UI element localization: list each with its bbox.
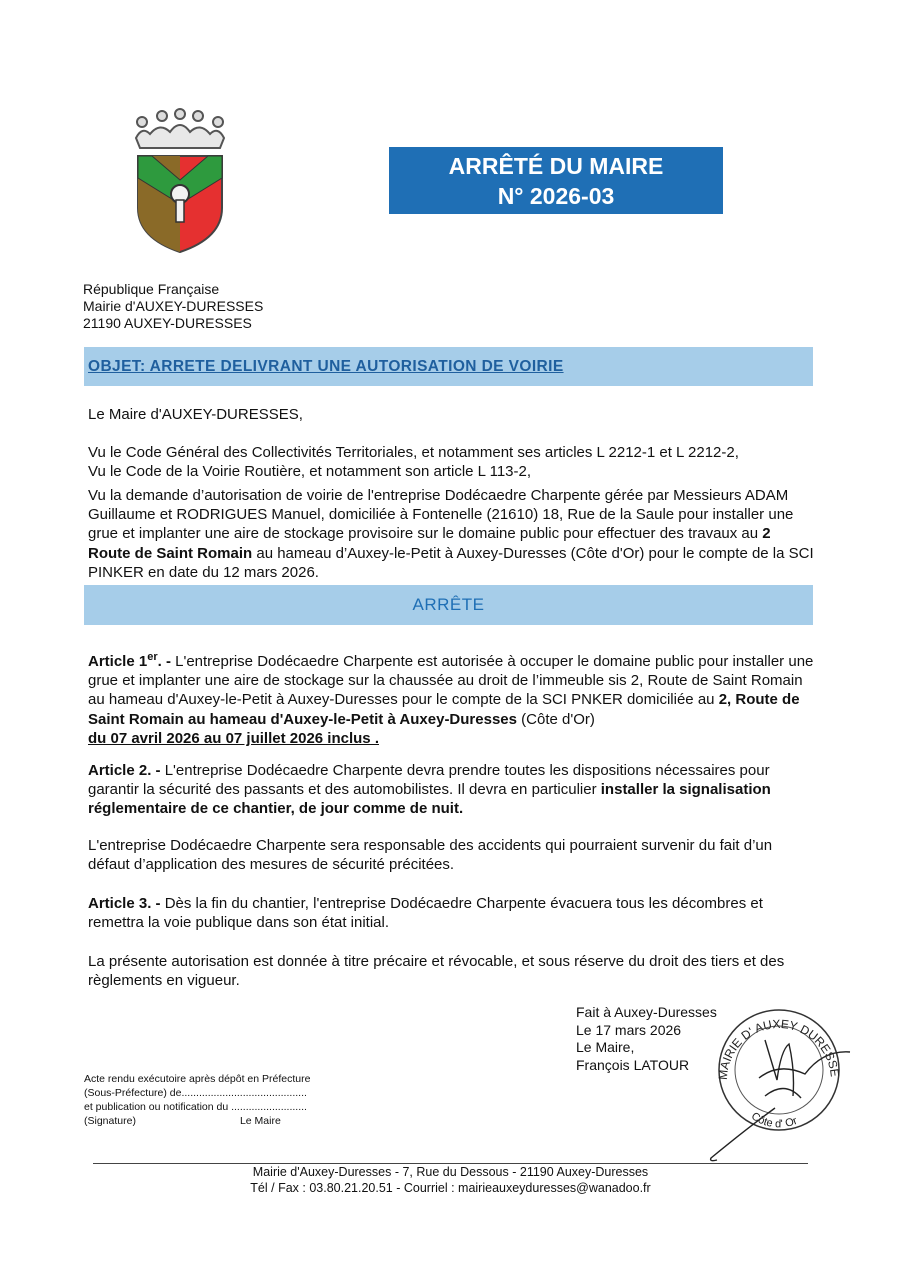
article-2-label: Article 2. - bbox=[88, 762, 161, 779]
signature-place: Fait à Auxey-Duresses bbox=[576, 1004, 717, 1020]
preamble-vu-cgct: Vu le Code Général des Collectivités Territoriales, et notamment ses articles L 2212-1 et L 2212-2, bbox=[88, 444, 739, 461]
preamble-vu-demande bbox=[88, 486, 816, 582]
article-1-sup: er bbox=[147, 651, 158, 663]
execution-line-2: (Sous-Préfecture) de........................................... bbox=[84, 1087, 307, 1099]
issuer-line-mairie: Mairie d'AUXEY-DURESSES bbox=[83, 298, 264, 314]
preamble-vu-demande-address: 2 Route de Saint Romain bbox=[88, 525, 771, 562]
article-1 bbox=[88, 648, 816, 748]
closing-paragraph: La présente autorisation est donnée à titre précaire et révocable, et sous réserve du droit des tiers et des règlements en vigueur. bbox=[88, 953, 785, 990]
article-1-label-end: . - bbox=[157, 653, 171, 670]
decree-title: ARRÊTÉ DU MAIRE bbox=[448, 153, 664, 179]
article-1-dates: du 07 avril 2026 au 07 juillet 2026 inclus . bbox=[88, 729, 379, 747]
issuer-block bbox=[83, 281, 263, 332]
article-2-signalisation: installer la signalisation réglementaire de ce chantier, de jour comme de nuit. bbox=[88, 781, 771, 818]
svg-text:Côte d' Or bbox=[749, 1110, 799, 1130]
article-1-address: 2, Route de Saint Romain au hameau d'Auxey-le-Petit à Auxey-Duresses bbox=[88, 691, 800, 728]
coat-of-arms-emblem bbox=[130, 108, 230, 256]
stamp-bottom-text: Côte d' Or bbox=[748, 1110, 800, 1131]
footer-address: Mairie d'Auxey-Duresses - 7, Rue du Dessous - 21190 Auxey-Duresses bbox=[252, 1165, 649, 1179]
article-1-text: L'entreprise Dodécaedre Charpente est autorisée à occuper le domaine public pour installer une grue et implanter une aire de stockage sur la chaussée au droit de l’immeuble sis 2, Route de Saint Romain au hameau d'Auxey-le-Petit à Auxey-Duresses pour le compte de la SCI PNKER domiciliée au bbox=[88, 653, 814, 709]
article-1-dept: (Côte d'Or) bbox=[516, 710, 595, 728]
issuer-line-republic: République Française bbox=[83, 281, 220, 297]
article-1-label: Article 1 bbox=[88, 653, 148, 670]
signature-role: Le Maire, bbox=[576, 1039, 635, 1055]
execution-line-3: et publication ou notification du .......................... bbox=[84, 1101, 307, 1113]
signature-block bbox=[576, 1004, 717, 1074]
responsibility-paragraph: L'entreprise Dodécaedre Charpente sera responsable des accidents qui pourraient survenir du fait d’un défaut d’application des mesures de sécurité précitées. bbox=[88, 837, 773, 874]
arrete-heading: ARRÊTE bbox=[412, 595, 485, 614]
decree-number: N° 2026-03 bbox=[497, 183, 615, 209]
preamble-vu-voirie: Vu le Code de la Voirie Routière, et notamment son article L 113-2, bbox=[88, 463, 532, 480]
signature-name: François LATOUR bbox=[576, 1056, 690, 1073]
footer-divider bbox=[93, 1163, 808, 1164]
footer-contact: Tél / Fax : 03.80.21.20.51 - Courriel : mairieauxeyduresses@wanadoo.fr bbox=[250, 1180, 651, 1195]
article-3-label: Article 3. - bbox=[88, 895, 161, 912]
decree-title-box bbox=[389, 147, 723, 214]
official-stamp bbox=[705, 1000, 855, 1165]
article-2-text: L'entreprise Dodécaedre Charpente devra prendre toutes les dispositions nécessaires pour garantir la sécurité des passants et des automobilistes. Il devra en particulier bbox=[88, 762, 770, 799]
execution-line-1: Acte rendu exécutoire après dépôt en Préfecture bbox=[84, 1073, 311, 1085]
issuer-line-postcode: 21190 AUXEY-DURESSES bbox=[83, 315, 252, 331]
execution-signature-label: (Signature) bbox=[84, 1115, 136, 1127]
preamble-vu-demande-text: Vu la demande d’autorisation de voirie de l'entreprise Dodécaedre Charpente gérée par Messieurs ADAM Guillaume et RODRIGUES Manuel, domiciliée à Fontenelle (21610) 18, Rue de la Saule pour installer une grue et implanter une aire de stockage provisoire sur le domaine public pour effectuer des travaux au bbox=[88, 487, 794, 543]
preamble-intro: Le Maire d'AUXEY-DURESSES, bbox=[88, 406, 303, 423]
execution-maire-label: Le Maire bbox=[239, 1115, 281, 1127]
footer bbox=[93, 1165, 808, 1196]
signature-date: Le 17 mars 2026 bbox=[576, 1021, 682, 1038]
objet-heading: OBJET: ARRETE DELIVRANT UNE AUTORISATION DE VOIRIE bbox=[88, 358, 564, 375]
execution-signature-row bbox=[84, 1114, 310, 1128]
stamp-top-text: MAIRIE D' AUXEY DURESSE bbox=[715, 1016, 842, 1081]
article-3-text: Dès la fin du chantier, l'entreprise Dodécaedre Charpente évacuera tous les décombres et remettra la voie publique dans son état initial. bbox=[88, 895, 763, 932]
article-2 bbox=[88, 761, 816, 819]
execution-block bbox=[84, 1072, 310, 1128]
preamble-vu-demande-end: au hameau d’Auxey-le-Petit à Auxey-Duresses (Côte d'Or) pour le compte de la SCI PINKER en date du 12 mars 2026. bbox=[88, 544, 814, 581]
article-3 bbox=[88, 894, 816, 932]
